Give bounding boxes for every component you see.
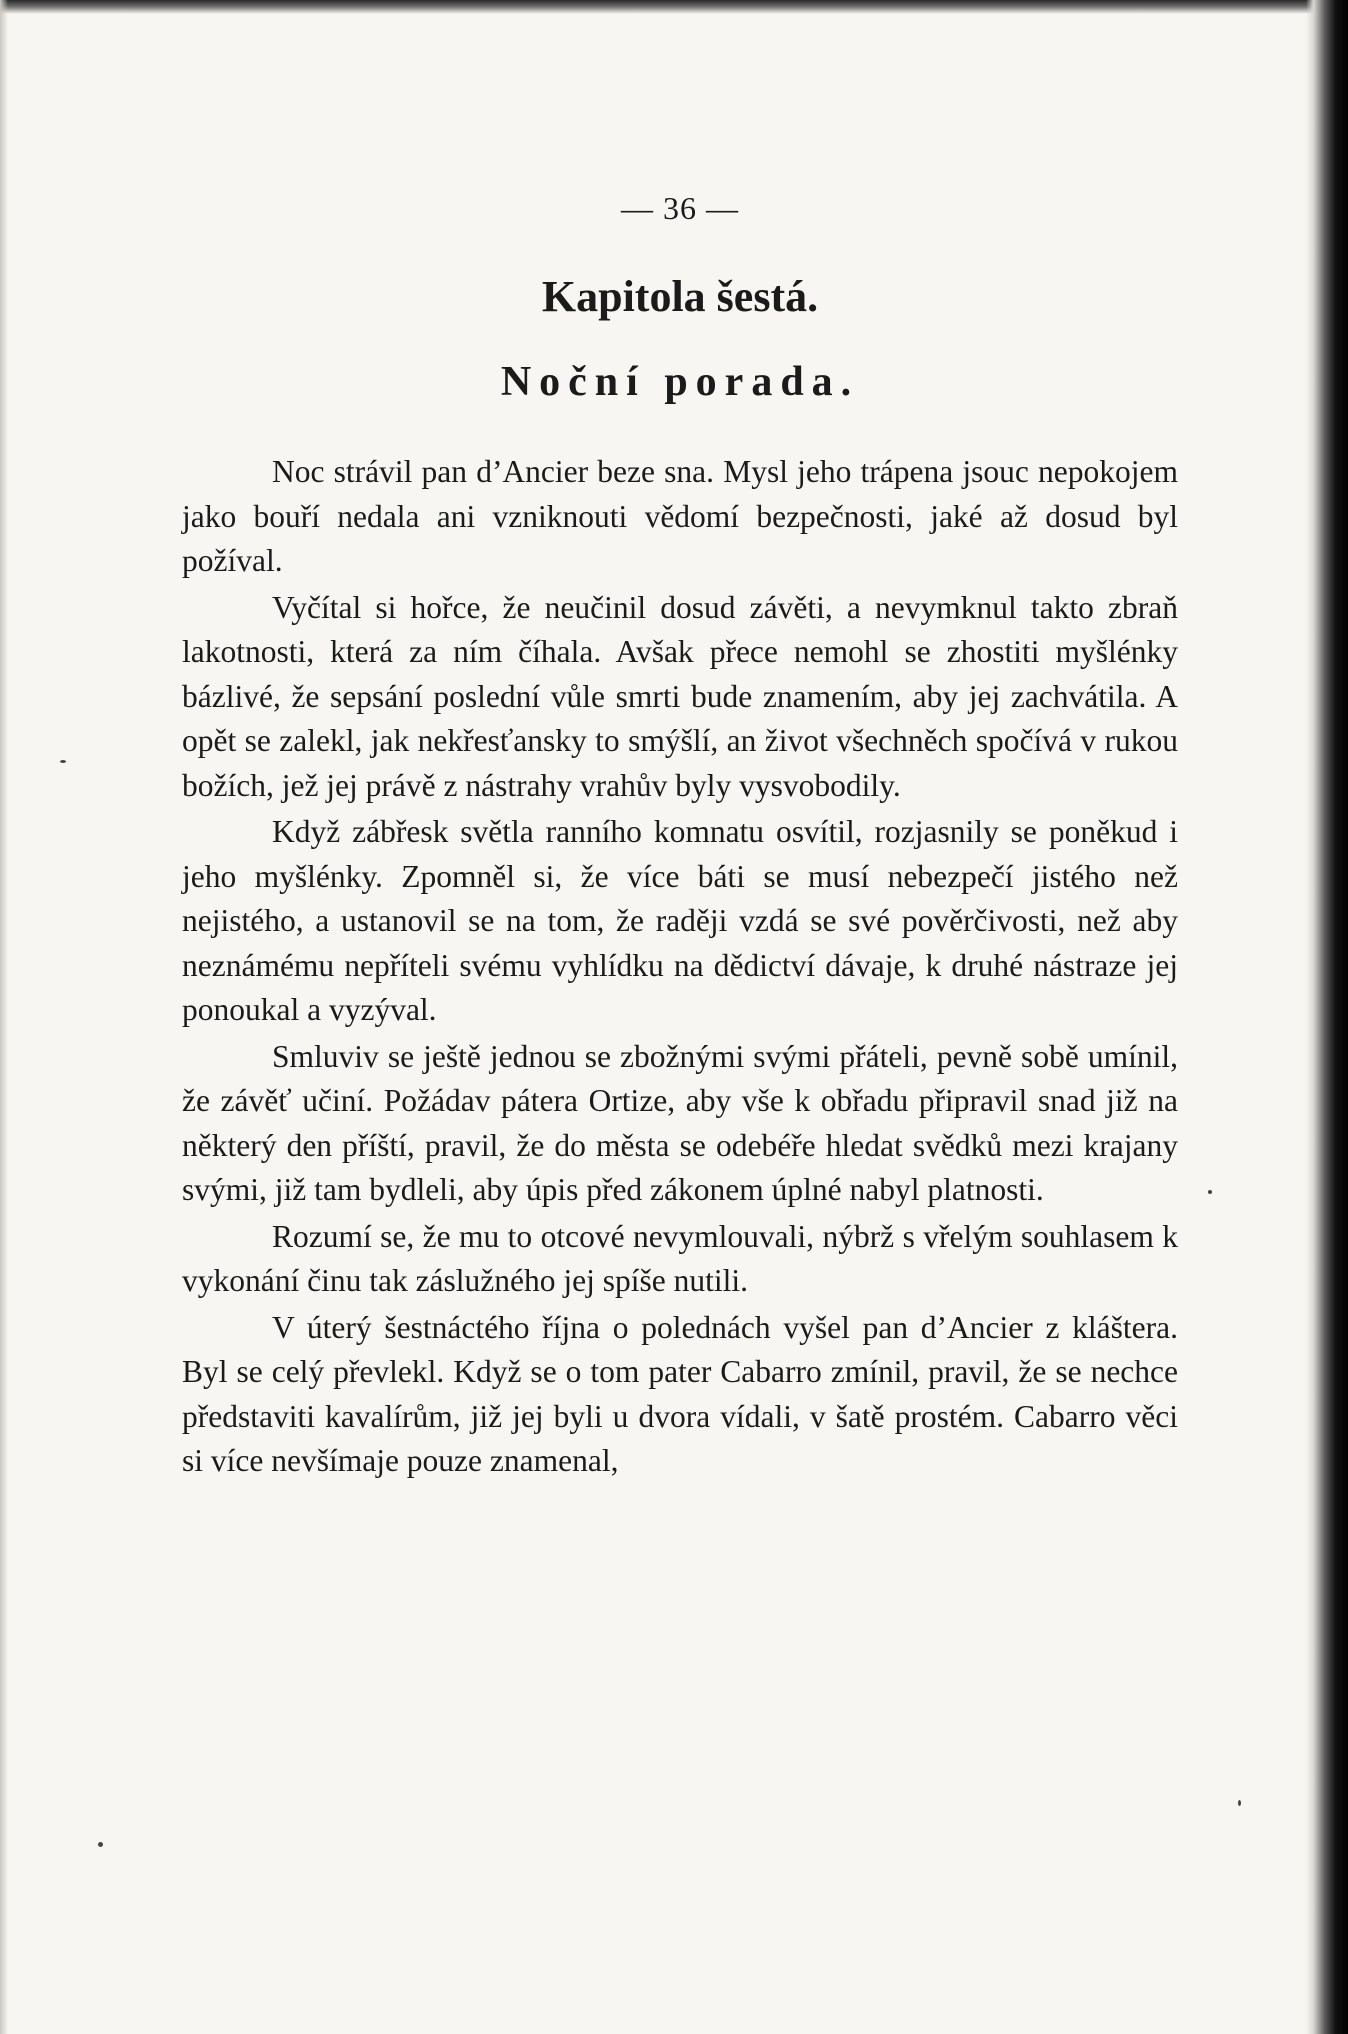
paragraph: Noc strávil pan d’Ancier beze sna. Mysl jeho trápena jsouc nepokojem jako bouří nedala ani vzniknouti vědomí bezpečnosti, jaké až dosud byl požíval. xyxy=(182,454,1178,578)
chapter-title: Kapitola šestá. xyxy=(541,272,819,321)
paragraph: Vyčítal si hořce, že neučinil dosud závěti, a nevymknul takto zbraň lakotnosti, která za ním číhala. Avšak přece nemohl se zhostiti myšlénky bázlivé, že sepsání poslední vůle smrti bude znamením, aby jej zachvátila. A opět se zalekl, jak nekřesťansky to smýšlí, an život všechněch spočívá v rukou božích, jež jej právě z nástrahy vrahův byly vysvobodily. xyxy=(182,589,1178,803)
scan-right-edge xyxy=(1306,0,1348,2034)
book-page xyxy=(182,190,1178,1486)
scan-speck xyxy=(60,760,66,763)
scan-top-edge xyxy=(0,0,1348,14)
page-number: — 36 — xyxy=(621,190,739,226)
scan-speck xyxy=(1208,1190,1212,1194)
scan-speck xyxy=(98,1842,103,1847)
paragraph: Smluviv se ještě jednou se zbožnými svými přáteli, pevně sobě umínil, že závěť učiní. Požádav pátera Ortize, aby vše k obřadu připravil snad již na některý den příští, pravil, že do města se odebéře hledat svědků mezi krajany svými, již tam bydleli, aby úpis před zákonem úplné nabyl platnosti. xyxy=(182,1038,1178,1207)
scan-left-edge xyxy=(0,0,8,2034)
paragraph: Když zábřesk světla ranního komnatu osvítil, rozjasnily se poněkud i jeho myšlénky. Zpomněl si, že více báti se musí nebezpečí jistého než nejistého, a ustanovil se na tom, že raději vzdá se své pověrčivosti, než aby neznámému nepříteli svému vyhlídku na dědictví dávaje, k druhé nástraze jej ponoukal a vyzýval. xyxy=(182,814,1178,1027)
paragraph: Rozumí se, že mu to otcové nevymlouvali, nýbrž s vřelým souhlasem k vykonání činu tak záslužného jej spíše nutili. xyxy=(182,1218,1178,1298)
paragraph: V úterý šestnáctého října o polednách vyšel pan d’Ancier z kláštera. Byl se celý převlekl. Když se o tom pater Cabarro zmínil, pravil, že se nechce představiti kavalírům, již jej byli u dvora vídali, v šatě prostém. Cabarro věci si více nevšímaje pouze znamenal, xyxy=(182,1309,1178,1478)
chapter-subtitle: Noční porada. xyxy=(500,359,860,405)
scan-speck xyxy=(1238,1800,1241,1806)
